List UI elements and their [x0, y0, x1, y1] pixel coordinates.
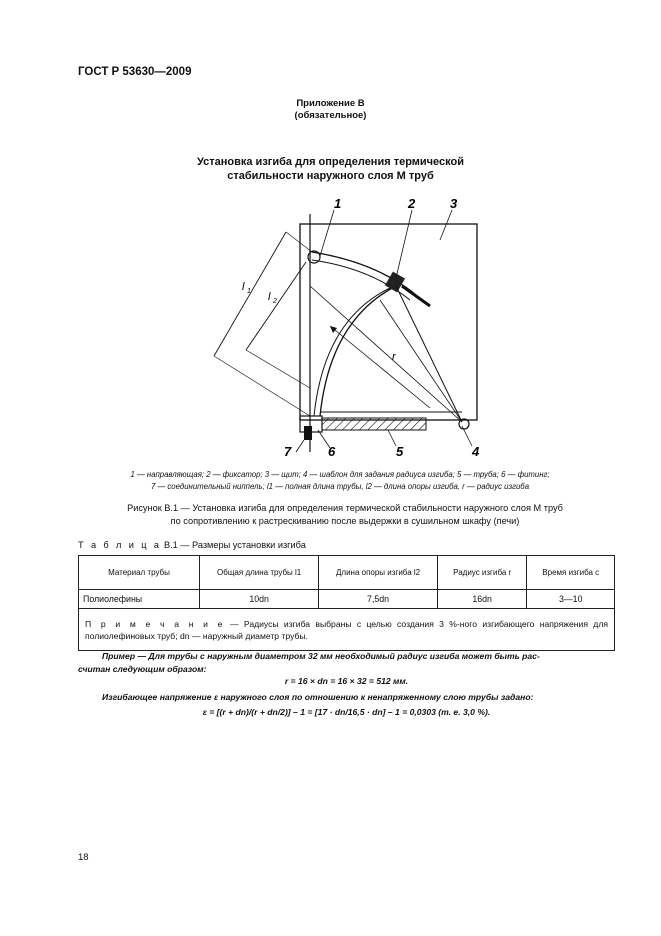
label-3: 3 — [450, 196, 458, 211]
shield-board — [300, 224, 477, 420]
figure-title-line1: Установка изгиба для определения термической — [196, 156, 464, 168]
figure-caption-line2: по сопротивлению к растрескиванию после выдержки в сушильном шкафу (печи) — [170, 516, 520, 526]
col-header-time: Время изгиба с — [527, 556, 615, 590]
label-5: 5 — [396, 444, 404, 459]
cell-support-length: 7,5dn — [319, 590, 438, 609]
note-text: — Радиусы изгиба выбраны с целью создания 3 %-ного изгибающего напряжения для полиолефиновых труб; dn — наружный диаметр трубы. — [85, 618, 608, 641]
label-l2-sub: 2 — [273, 298, 277, 305]
cell-material: Полиолефины — [79, 590, 200, 609]
label-1: 1 — [334, 196, 342, 211]
col-header-material: Материал трубы — [79, 556, 200, 590]
example-line2: считан следующим образом: — [78, 664, 207, 674]
label-4: 4 — [472, 444, 480, 459]
figure-drawing — [200, 190, 500, 460]
label-l1-sub: 1 — [247, 288, 251, 295]
label-l1: l — [242, 281, 245, 293]
dimensions-table — [78, 555, 615, 651]
example-line3: Изгибающее напряжение ε наружного слоя по отношению к ненапряженному слою трубы задано: — [102, 692, 534, 702]
page-number: 18 — [78, 852, 89, 863]
table-caption: В.1 — Размеры установки изгиба — [163, 540, 306, 550]
table-label: Т а б л и ц а — [78, 540, 162, 550]
example-formula1: r = 16 × dn = 16 × 32 = 512 мм. — [284, 676, 409, 686]
annex-title: Приложение В — [296, 98, 365, 109]
label-r: r — [392, 351, 396, 363]
figure-legend-line2: 7 — соединительный ниппель; l1 — полная длина трубы, l2 — длина опоры изгиба, r — радиус изгиба — [150, 482, 530, 491]
document-header: ГОСТ Р 53630—2009 — [78, 66, 192, 78]
cell-time: 3—10 — [527, 590, 615, 609]
label-7: 7 — [284, 444, 292, 459]
col-header-support-length: Длина опоры изгиба l2 — [319, 556, 438, 590]
pipe-hatched — [322, 418, 426, 430]
bending-setup-figure — [200, 190, 500, 460]
cell-radius: 16dn — [437, 590, 527, 609]
label-l2: l — [268, 291, 271, 303]
label-6: 6 — [328, 444, 336, 459]
note-label: П р и м е ч а н и е — [85, 618, 225, 629]
example-line1: Пример — Для трубы с наружным диаметром 32 мм необходимый радиус изгиба может быть рас- — [102, 651, 540, 661]
col-header-total-length: Общая длина трубы l1 — [200, 556, 319, 590]
table-note — [79, 609, 615, 651]
cell-total-length: 10dn — [200, 590, 319, 609]
figure-title-line2: стабильности наружного слоя М труб — [227, 170, 434, 182]
figure-legend-line1: 1 — направляющая; 2 — фиксатор; 3 — щит; 4 — шаблон для задания радиуса изгиба; 5 — труба; 6 — фитинг; — [130, 470, 550, 479]
annex-status: (обязательное) — [294, 110, 367, 121]
example-formula2: ε = [(r + dn)/(r + dn/2)] – 1 = [17 · dn/16,5 · dn] – 1 = 0,0303 (т. е. 3,0 %). — [202, 707, 491, 717]
col-header-radius: Радиус изгиба r — [437, 556, 527, 590]
table-header-row — [79, 556, 615, 590]
nipple — [304, 426, 312, 440]
figure-caption-line1: Рисунок В.1 — Установка изгиба для определения термической стабильности наружного слоя М труб — [127, 503, 563, 513]
table-row — [79, 590, 615, 609]
table-title — [78, 540, 306, 550]
dim-l2 — [246, 262, 306, 350]
table-note-row — [79, 609, 615, 651]
label-2: 2 — [408, 196, 416, 211]
